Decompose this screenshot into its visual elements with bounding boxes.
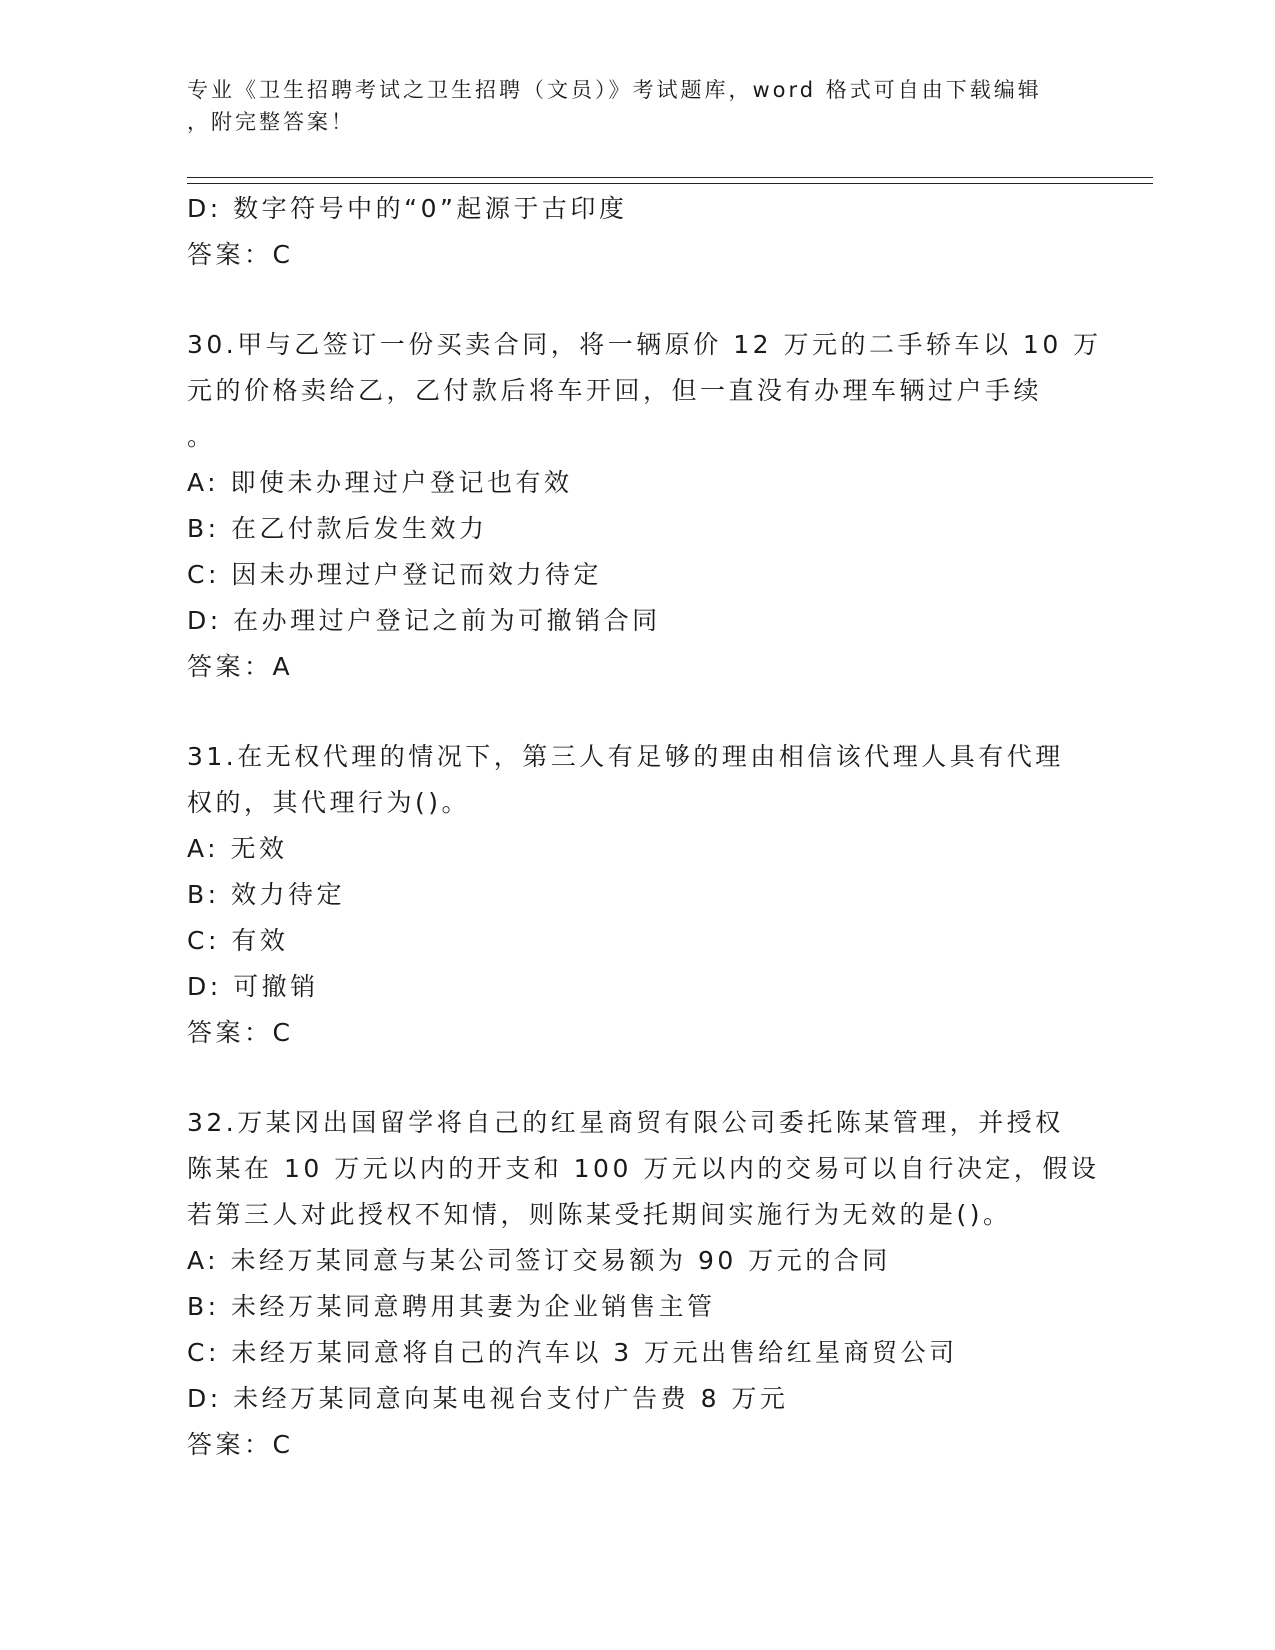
question-31 [187, 734, 1067, 1056]
option-b: B: 在乙付款后发生效力 [187, 514, 488, 543]
header-line-1: 专业《卫生招聘考试之卫生招聘（文员）》考试题库，word 格式可自由下载编辑 [187, 78, 1042, 102]
previous-question-tail [187, 186, 1067, 278]
option-d: D: 未经万某同意向某电视台支付广告费 8 万元 [187, 1384, 789, 1413]
spacer [187, 1056, 1067, 1100]
answer-line: 答案：A [187, 652, 294, 681]
question-text-line: 。 [187, 422, 216, 451]
answer-line: 答案：C [187, 1430, 294, 1459]
option-c: C: 未经万某同意将自己的汽车以 3 万元出售给红星商贸公司 [187, 1338, 958, 1367]
answer-line: 答案：C [187, 1018, 294, 1047]
header-divider-bottom [187, 183, 1153, 184]
question-content [187, 186, 1102, 1468]
question-text-line: 元的价格卖给乙，乙付款后将车开回，但一直没有办理车辆过户手续 [187, 376, 1043, 405]
page-header [187, 74, 1067, 138]
header-divider-top [187, 177, 1153, 178]
spacer [187, 278, 1067, 322]
question-30 [187, 322, 1102, 690]
question-text-line: 若第三人对此授权不知情，则陈某受托期间实施行为无效的是()。 [187, 1200, 1012, 1229]
option-d: D: 在办理过户登记之前为可撤销合同 [187, 606, 661, 635]
option-d: D: 可撤销 [187, 972, 319, 1001]
question-text-line: 权的，其代理行为()。 [187, 788, 471, 817]
option-a: A: 未经万某同意与某公司签订交易额为 90 万元的合同 [187, 1246, 891, 1275]
question-text-line: 31.在无权代理的情况下，第三人有足够的理由相信该代理人具有代理 [187, 742, 1064, 771]
option-d: D: 数字符号中的“0”起源于古印度 [187, 194, 628, 223]
header-line-2: ，附完整答案！ [187, 110, 355, 134]
option-a: A: 无效 [187, 834, 288, 863]
option-b: B: 未经万某同意聘用其妻为企业销售主管 [187, 1292, 716, 1321]
question-text-line: 30.甲与乙签订一份买卖合同，将一辆原价 12 万元的二手轿车以 10 万 [187, 330, 1102, 359]
spacer [187, 690, 1067, 734]
option-c: C: 因未办理过户登记而效力待定 [187, 560, 602, 589]
option-c: C: 有效 [187, 926, 289, 955]
question-text-line: 32.万某冈出国留学将自己的红星商贸有限公司委托陈某管理，并授权 [187, 1108, 1064, 1137]
option-a: A: 即使未办理过户登记也有效 [187, 468, 573, 497]
answer-line: 答案：C [187, 240, 294, 269]
question-32 [187, 1100, 1100, 1468]
option-b: B: 效力待定 [187, 880, 346, 909]
question-text-line: 陈某在 10 万元以内的开支和 100 万元以内的交易可以自行决定，假设 [187, 1154, 1100, 1183]
